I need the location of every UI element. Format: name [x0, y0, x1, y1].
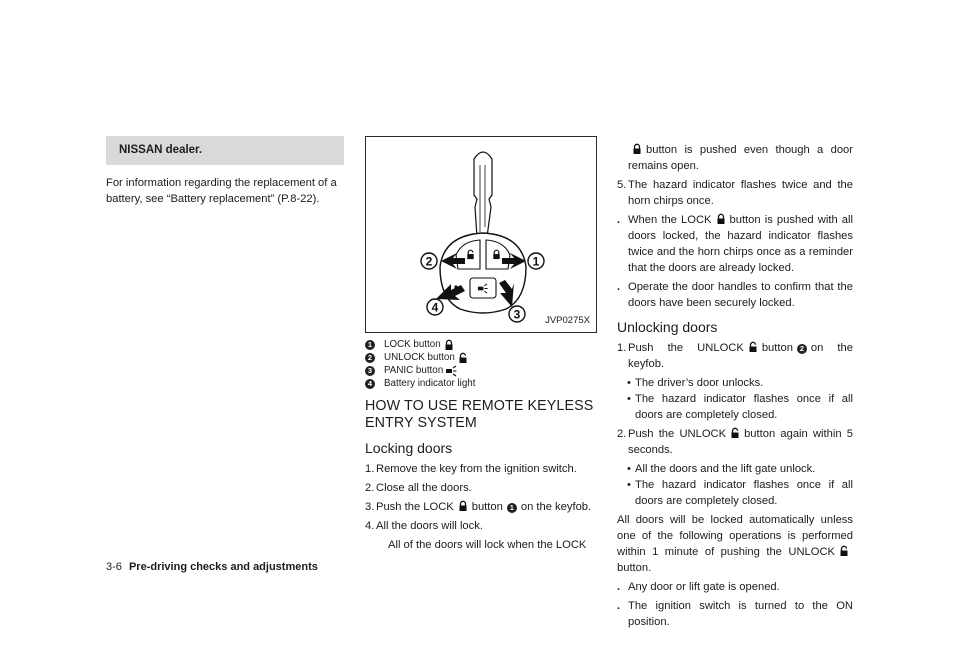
ref-number: 2	[797, 344, 807, 354]
callout-label: Battery indicator light	[384, 378, 476, 389]
locking-step-4: 4. All the doors will lock.	[365, 520, 483, 532]
left-column	[106, 136, 344, 207]
lock-icon	[457, 500, 469, 512]
marker-3-num: 3	[513, 307, 521, 322]
locking-step-4-detail-cont: button is pushed even though a door remains open.	[628, 144, 853, 172]
unlock-icon	[838, 545, 850, 557]
unlock-icon	[729, 427, 741, 439]
callout-list	[365, 338, 597, 390]
ref-number: 1	[507, 503, 517, 513]
callout-panic	[365, 364, 597, 377]
unlocking-step-2-sub-1: • All the doors and the lift gate unlock.	[627, 463, 816, 475]
key-blade	[474, 152, 492, 237]
locking-step-2: 2. Close all the doors.	[365, 482, 472, 494]
locking-doors-title: Locking doors	[365, 440, 453, 456]
callout-label: UNLOCK button	[384, 352, 455, 363]
lock-icon	[715, 213, 727, 225]
page-footer	[106, 561, 318, 573]
locking-bullet-2: . Operate the door handles to confirm that the doors have been securely locked.	[617, 281, 853, 309]
callout-unlock	[365, 351, 597, 364]
locking-step-3: 3. Push the LOCK button 1 on the keyfob.	[365, 501, 592, 513]
locking-step-4-detail: All of the doors will lock when the LOCK	[388, 539, 587, 551]
callout-label: LOCK button	[384, 339, 441, 350]
marker-3	[509, 306, 525, 322]
lock-icon	[631, 143, 643, 155]
unlocking-step-1: 1. Push the UNLOCK button 2 on the keyfob.	[617, 342, 853, 370]
callout-number: 3	[365, 366, 375, 376]
auto-lock-paragraph: All doors will be locked automatically unless one of the following operations is performed within 1 minute of pushing the UNLOCKbutton.	[617, 514, 853, 574]
unlocking-step-2-sub-2: • The hazard indicator flashes once if all doors are completely closed.	[627, 479, 853, 507]
marker-1	[528, 253, 544, 269]
marker-4	[427, 299, 443, 315]
figure-code: JVP0275X	[545, 315, 590, 326]
unlock-icon	[747, 341, 759, 353]
unlocking-step-1-sub-1: • The driver’s door unlocks.	[627, 377, 764, 389]
keyfob-illustration	[366, 137, 596, 332]
callout-label: PANIC button	[384, 365, 444, 376]
marker-4-num: 4	[431, 300, 439, 315]
battery-replacement-paragraph: For information regarding the replacement of a battery, see “Battery replacement” (P.8-22).	[106, 177, 337, 205]
section-heading: HOW TO USE REMOTE KEYLESS ENTRY SYSTEM	[365, 398, 594, 431]
unlocking-bullet-1: . Any door or lift gate is opened.	[617, 581, 780, 593]
panic-icon	[445, 365, 457, 377]
callout-number: 1	[365, 340, 375, 350]
locking-step-1: 1. Remove the key from the ignition switch.	[365, 463, 577, 475]
right-column	[617, 136, 853, 633]
unlocking-bullet-2: . The ignition switch is turned to the ON position.	[617, 600, 853, 628]
callout-lock	[365, 338, 597, 351]
unlock-icon	[457, 352, 469, 364]
middle-column	[365, 136, 597, 553]
dealer-note-box: NISSAN dealer.	[106, 136, 344, 165]
page-number: 3-6	[106, 561, 122, 573]
fob-head	[440, 233, 526, 313]
unlocking-step-1-sub-2: • The hazard indicator flashes once if all doors are completely closed.	[627, 393, 853, 421]
unlocking-step-2: 2. Push the UNLOCK button again within 5 seconds.	[617, 428, 853, 456]
locking-step-5: 5. The hazard indicator flashes twice and the horn chirps once.	[617, 179, 853, 207]
callout-battery	[365, 377, 597, 390]
callout-number: 2	[365, 353, 375, 363]
marker-1-num: 1	[532, 254, 540, 269]
section-name: Pre-driving checks and adjustments	[128, 561, 318, 573]
marker-2	[421, 253, 437, 269]
keyfob-figure	[365, 136, 597, 333]
lock-icon	[443, 339, 455, 351]
unlocking-doors-title: Unlocking doors	[617, 319, 718, 335]
callout-number: 4	[365, 379, 375, 389]
locking-bullet-1: . When the LOCK button is pushed with all doors locked, the hazard indicator flashes twice and the horn chirps once as a reminder that the doors are already locked.	[617, 214, 853, 274]
marker-2-num: 2	[425, 254, 433, 269]
